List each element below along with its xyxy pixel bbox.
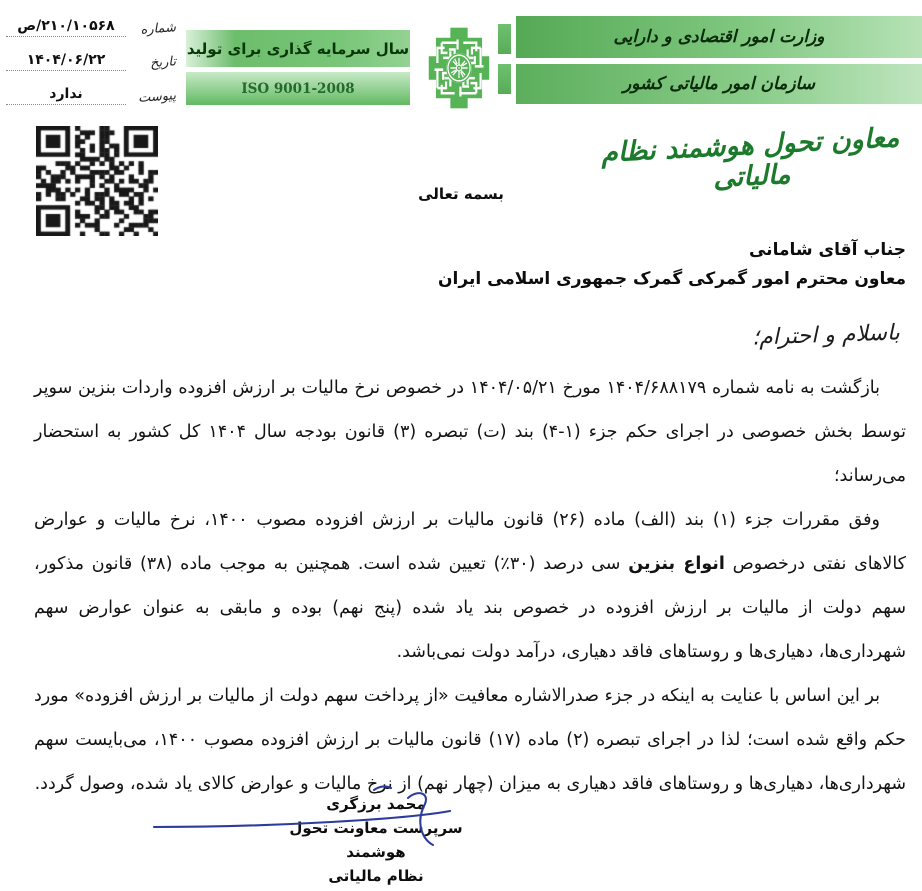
letter-meta-block xyxy=(6,14,176,116)
iso-banner xyxy=(186,72,410,105)
meta-row-date xyxy=(6,48,176,71)
addressee-title: معاون محترم امور گمرکی گمرک جمهوری اسلامی ایران xyxy=(438,269,906,289)
ministry-banner xyxy=(516,16,922,58)
date-label: تاریخ xyxy=(149,54,177,72)
qr-code-icon xyxy=(36,126,158,236)
signer-title-1: سرپرست معاونت تحول هوشمند xyxy=(289,819,463,861)
slogan-banner xyxy=(186,30,410,67)
signer-title-2: نظام مالیاتی xyxy=(328,867,424,885)
banner-tip-top xyxy=(498,24,511,54)
basmala: بسمه تعالی xyxy=(418,185,504,203)
tax-administration-emblem-icon xyxy=(423,26,495,110)
iso-text: ISO 9001-2008 xyxy=(241,80,355,97)
paragraph-2-post: سی درصد (۳۰٪) تعیین شده است. همچنین به موجب ماده (۳۸) قانون مذکور، سهم دولت از مالیات بر ارزش افزوده در خصوص بند یاد شده (پنج نهم) بوده و مابقی به عنوان عوارض سهم شهرداری‌ها، دهیاری‌ها و روستاهای فاقد دهیاری، درآمد دولت نمی‌باشد. xyxy=(34,554,906,662)
signer-name: محمد برزگری xyxy=(326,795,426,813)
deputy-calligraphic-title: معاون تحول هوشمند نظام مالیاتی xyxy=(600,122,901,194)
attachment-label: پیوست xyxy=(137,88,177,106)
paragraph-2-pre: وفق مقررات جزء (۱) بند (الف) ماده (۲۶) قانون مالیات بر ارزش افزوده مصوب ۱۴۰۰، نرخ مالیات و عوارض کالاهای نفتی درخصوص xyxy=(34,510,907,574)
organization-banner xyxy=(516,64,922,104)
paragraph-2 xyxy=(34,498,906,674)
paragraph-3: بر این اساس با عنایت به اینکه در جزء صدرالاشاره معافیت «از پرداخت سهم دولت از مالیات بر ارزش افزوده» مورد حکم واقع شده است؛ لذا در اجرای تبصره (۲) ماده (۱۷) قانون مالیات بر ارزش افزوده مصوب ۱۴۰۰، می‌بایست سهم شهرداری‌ها، دهیاری‌ها و روستاهای فاقد دهیاری به میزان (چهار نهم) از نرخ مالیات و عوارض کالای یاد شده، وصول گردد. xyxy=(34,686,906,794)
banner-tip-bottom xyxy=(498,64,511,94)
addressee-block xyxy=(438,236,906,294)
date-value: ۱۴۰۴/۰۶/۲۲ xyxy=(6,52,126,71)
left-banner xyxy=(186,30,410,105)
signature-block xyxy=(278,792,474,888)
ministry-name: وزارت امور اقتصادی و دارایی xyxy=(613,27,825,47)
right-banner xyxy=(516,16,922,104)
attachment-value: ندارد xyxy=(6,86,126,105)
addressee-name: جناب آقای شامانی xyxy=(748,240,906,260)
paragraph-1: بازگشت به نامه شماره ۱۴۰۴/۶۸۸۱۷۹ مورخ ۱۴۰۴/۰۵/۲۱ در خصوص نرخ مالیات بر ارزش افزوده واردات بنزین سوپر توسط بخش خصوصی در اجرای حکم جزء (۱-۴) بند (ت) تبصره (۳) قانون بودجه سال ۱۴۰۴ کل کشور به استحضار می‌رساند؛ xyxy=(34,378,906,486)
slogan-text: سال سرمایه گذاری برای تولید xyxy=(186,39,410,58)
number-label: شماره xyxy=(140,20,177,38)
letter-body xyxy=(34,366,906,806)
meta-row-attachment xyxy=(6,82,176,105)
organization-name: سازمان امور مالیاتی کشور xyxy=(623,74,815,94)
salutation: باسلام و احترام؛ xyxy=(751,320,901,351)
meta-row-number xyxy=(6,14,176,37)
paragraph-2-bold: انواع بنزین xyxy=(628,554,725,574)
number-value: ۲۱۰/۱۰۵۶۸/ص xyxy=(6,18,126,37)
